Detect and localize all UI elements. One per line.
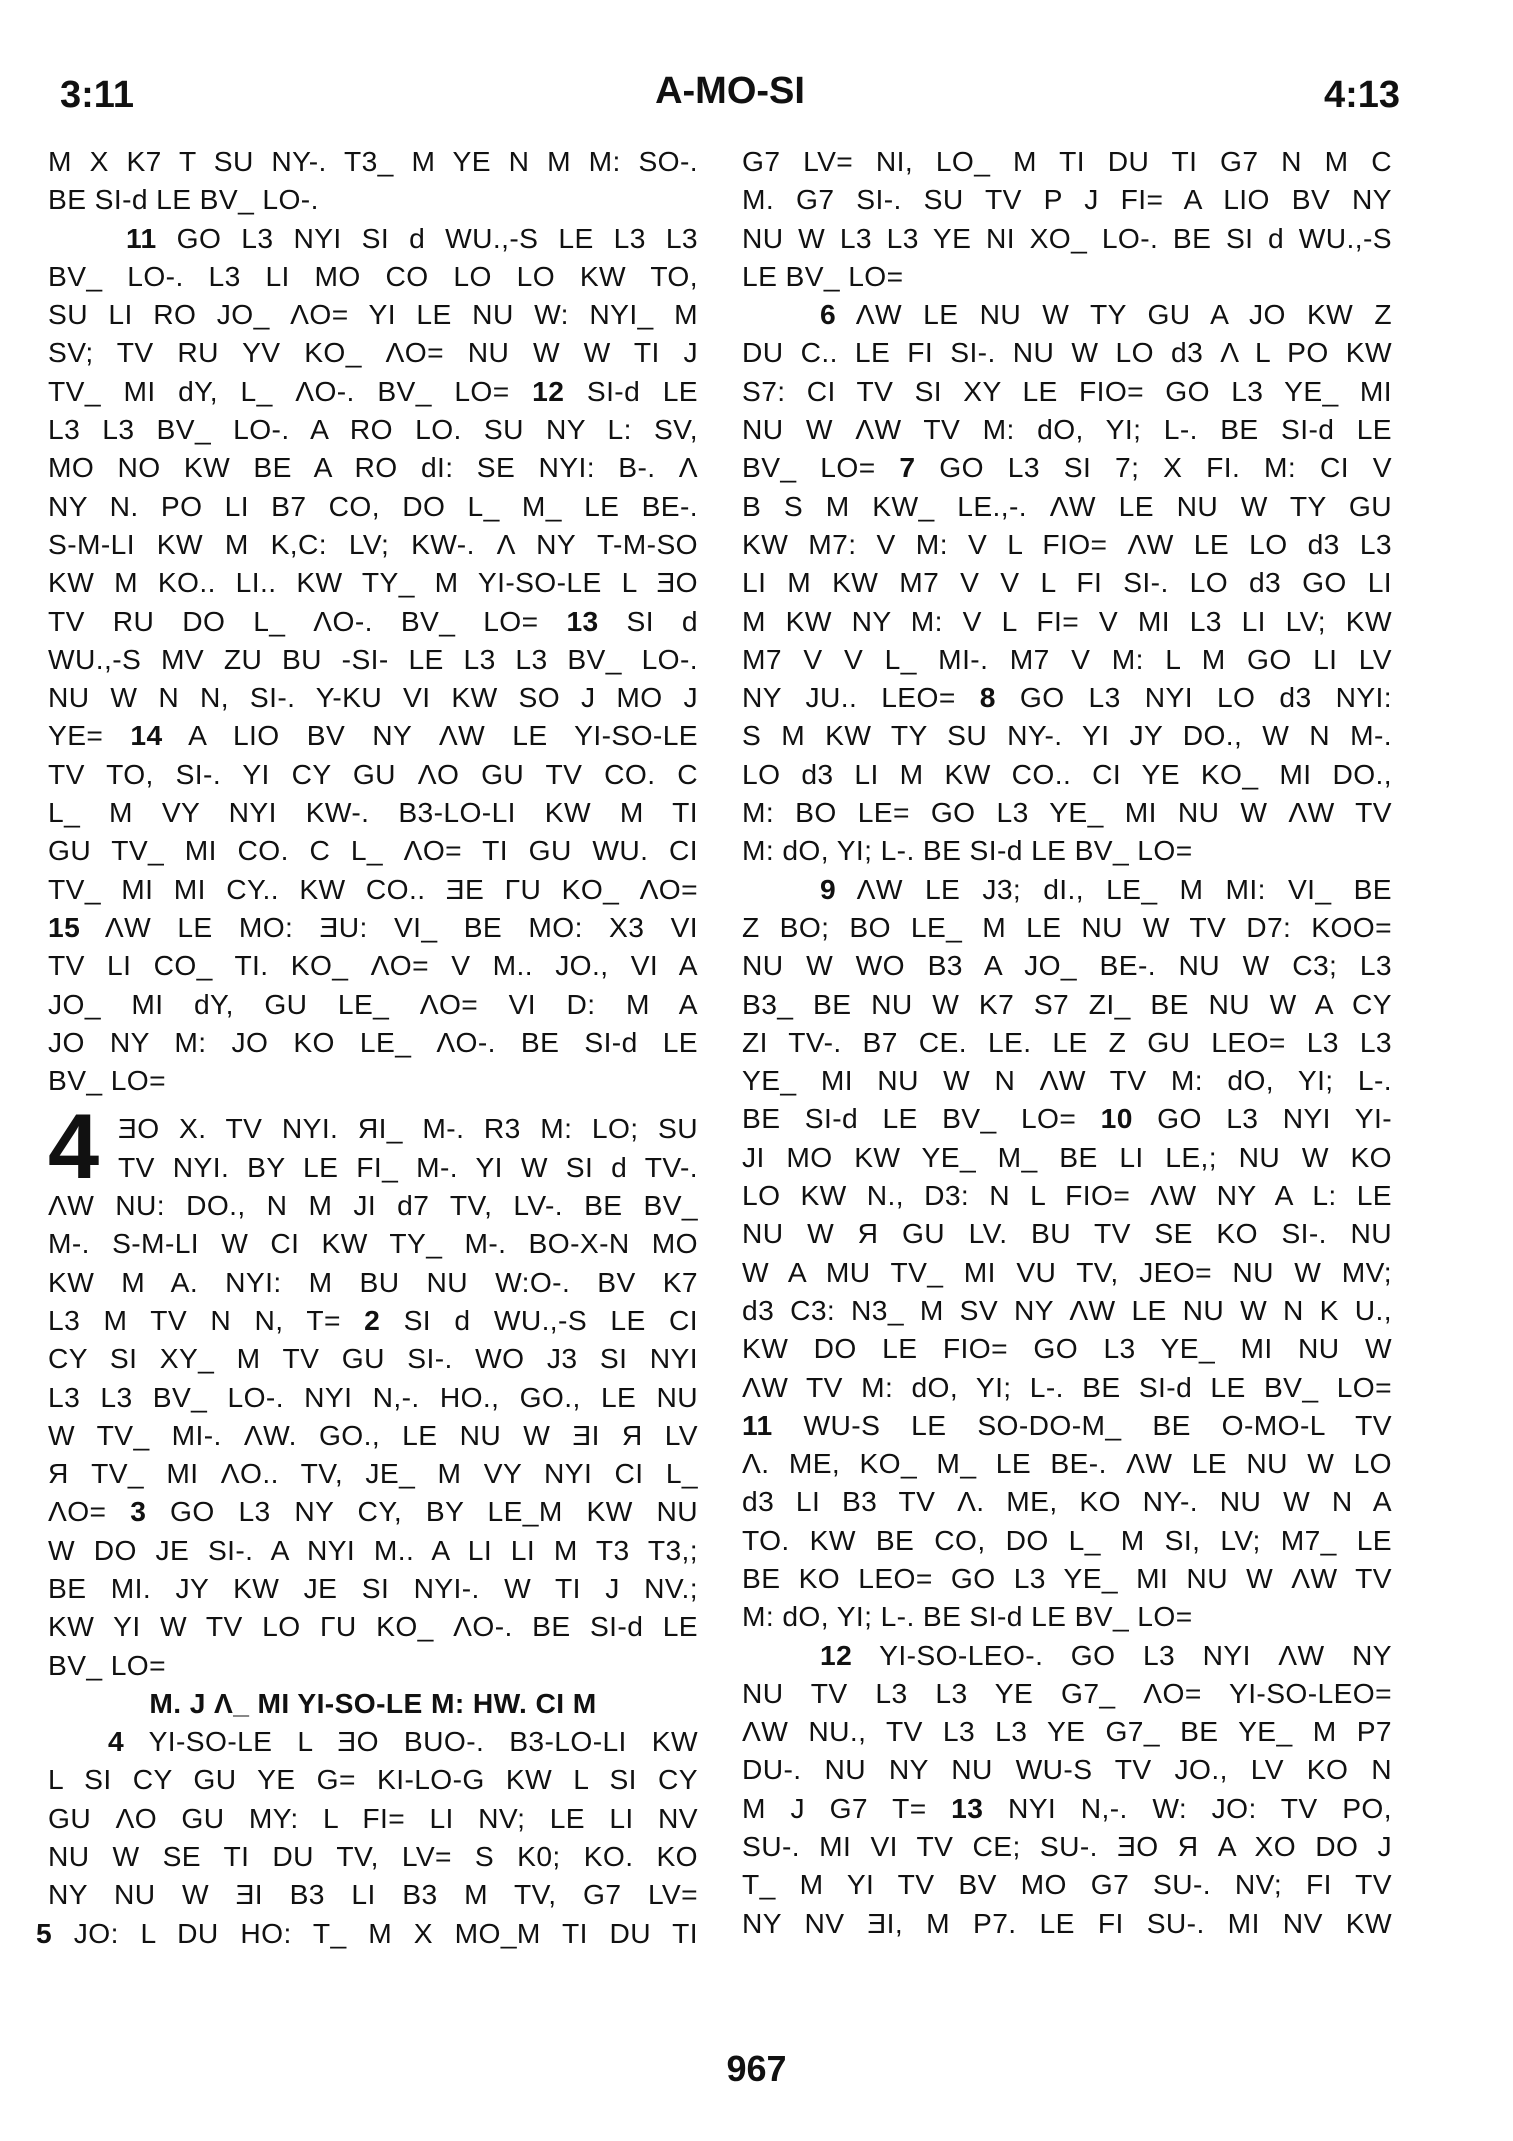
verse-line [742,1636,1392,1674]
text-line: BE KO LEO= GO L3 YE_ MI NU W ΛW TV [742,1561,1392,1594]
verse-text: GO L3 NYI LO d3 NYI: [1019,681,1393,714]
text-line: TV TO, SI-. YI CY GU ΛO GU TV CO. C [48,757,698,790]
verse-text: TV RU DO L_ ΛO-. BV_ LO= [48,604,539,637]
verse-number: 5 [36,1916,53,1949]
text-line: SU-. MI VI TV CE; SU-. ƎO Я A XO DO J [742,1830,1392,1863]
text-line: S7: CI TV SI XY LE FIO= GO L3 YE_ MI [742,374,1392,407]
text-line: MO NO KW BE A RO dI: SE NYI: B-. Λ [48,451,698,484]
verse-number: 4 [108,1725,125,1758]
chapter-number: 4 [48,1096,100,1199]
verse-text: GO L3 NYI SI d WU.,-S LE L3 L3 [176,221,698,254]
text-line: M KW NY M: V L FI= V MI L3 LI LV; KW [742,604,1392,637]
verse-line [742,295,1392,333]
text-line: KW YI W TV LO ΓU KO_ ΛO-. BE SI-d LE [48,1610,698,1643]
text-line: M: dO, YI; L-. BE SI-d LE BV_ LO= [742,1600,1193,1633]
text-line: Z BO; BO LE_ M LE NU W TV D7: KOO= [742,910,1392,943]
verse-number: 6 [820,298,837,331]
text-line: NU W WO B3 A JO_ BE-. NU W C3; L3 [742,949,1392,982]
verse-number: 11 [126,221,157,254]
verse-line [48,1301,698,1339]
verse-line [48,1722,698,1760]
verse-line [48,716,698,754]
verse-text: SI-d LE [586,374,698,407]
verse-text: YE= [48,719,104,752]
text-line: S M KW TY SU NY-. YI JY DO., W N M-. [742,719,1392,752]
verse-text: A LIO BV NY ΛW LE YI-SO-LE [188,719,698,752]
verse-text: ΛO= [48,1495,107,1528]
text-line: SV; TV RU YV KO_ ΛO= NU W W TI J [48,336,698,369]
verse-text: TV_ MI dY, L_ ΛO-. BV_ LO= [48,374,510,407]
left-column [36,142,699,2042]
text-line: ΛW NU., TV L3 L3 YE G7_ BE YE_ M P7 [742,1715,1392,1748]
text-line: JO_ MI dY, GU LE_ ΛO= VI D: M A [48,987,698,1020]
text-line: DU C.. LE FI SI-. NU W LO d3 Λ L PO KW [742,336,1392,369]
text-line: BV_ LO= [48,1648,166,1681]
text-line: L_ M VY NYI KW-. B3-LO-LI KW M TI [48,796,698,829]
verse-line [48,219,698,257]
verse-text: SI d [626,604,698,637]
verse-number: 13 [951,1791,984,1824]
text-line: ZI TV-. B7 CE. LE. LE Z GU LEO= L3 L3 [742,1025,1392,1058]
verse-text: GO L3 SI 7; X FI. M: CI V [939,451,1392,484]
text-line: LO KW N., D3: N L FIO= ΛW NY A L: LE [742,1179,1392,1212]
header-right-reference: 4:13 [1323,74,1400,116]
verse-number: 7 [899,451,916,484]
verse-text: SI d WU.,-S LE CI [403,1303,698,1336]
text-line: L3 L3 BV_ LO-. A RO LO. SU NY L: SV, [48,413,698,446]
text-line: BV_ LO= [48,1064,166,1097]
text-line: KW M A. NYI: M BU NU W:O-. BV K7 [48,1265,698,1298]
text-line: L3 L3 BV_ LO-. NYI N,-. HO., GO., LE NU [48,1380,698,1413]
verse-line [36,1914,698,1952]
text-line: NY N. PO LI B7 CO, DO L_ M_ LE BE-. [48,489,698,522]
text-line: KW DO LE FIO= GO L3 YE_ MI NU W [742,1332,1392,1365]
text-line: S-M-LI KW M K,C: LV; KW-. Λ NY T-M-SO [48,527,698,560]
text-line: W TV_ MI-. ΛW. GO., LE NU W ƎI Я LV [48,1418,698,1451]
verse-text: YI-SO-LE L ƎO BUO-. B3-LO-LI KW [148,1725,698,1758]
text-line: NY NV ƎI, M P7. LE FI SU-. MI NV KW [742,1906,1392,1939]
verse-text: WU-S LE SO-DO-M_ BE O-MO-L TV [803,1408,1393,1441]
text-line: LE BV_ LO= [742,259,904,292]
section-heading: M. J Λ_ MI YI-SO-LE M: HW. CI M [149,1686,597,1719]
page-header [60,62,1400,122]
text-line: B3_ BE NU W K7 S7 ZI_ BE NU W A CY [742,987,1392,1020]
right-column [742,142,1392,2042]
text-line: LO d3 LI M KW CO.. CI YE KO_ MI DO., [742,757,1392,790]
text-line: JO NY M: JO KO LE_ ΛO-. BE SI-d LE [48,1025,698,1058]
text-line: BV_ LO-. L3 LI MO CO LO LO KW TO, [48,259,698,292]
text-line: d3 C3: N3_ M SV NY ΛW LE NU W N K U., [742,1293,1392,1326]
verse-line [742,870,1392,908]
verse-line [48,1492,698,1530]
verse-text: L3 M TV N N, T= [48,1303,341,1336]
text-line: T_ M YI TV BV MO G7 SU-. NV; FI TV [742,1868,1392,1901]
text-line: NU W N N, SI-. Y-KU VI KW SO J MO J [48,681,698,714]
verse-number: 15 [48,910,81,943]
verse-number: 9 [820,872,837,905]
header-left-reference: 3:11 [60,74,134,116]
text-line: W A MU TV_ MI VU TV, JEO= NU W MV; [742,1255,1392,1288]
text-line: M-. S-M-LI W CI KW TY_ M-. BO-X-N MO [48,1227,698,1260]
verse-text: JO: L DU HO: T_ M X MO_M TI DU TI [73,1916,698,1949]
verse-line [48,372,698,410]
verse-text: BE SI-d LE BV_ LO= [742,1102,1077,1135]
verse-number: 3 [130,1495,147,1528]
verse-text: M J G7 T= [742,1791,927,1824]
verse-number: 11 [742,1408,773,1441]
verse-line [742,448,1392,486]
text-line: W DO JE SI-. A NYI M.. A LI LI M T3 T3,; [48,1533,698,1566]
text-line: BE SI-d LE BV_ LO-. [48,183,319,216]
verse-number: 8 [979,681,996,714]
text-line: G7 LV= NI, LO_ M TI DU TI G7 N M C [742,145,1392,177]
text-line: TV NYI. BY LE FI_ M-. YI W SI d TV-. [118,1150,698,1183]
text-line: NU W L3 L3 YE NI XO_ LO-. BE SI d WU.,-S [742,221,1392,254]
text-line: ΛW TV M: dO, YI; L-. BE SI-d LE BV_ LO= [742,1370,1392,1403]
verse-text: ΛW LE MO: ƎU: VI_ BE MO: X3 VI [104,910,699,943]
page-title: A-MO-SI [655,70,805,112]
verse-text: ΛW LE J3; dI., LE_ M MI: VI_ BE [856,872,1392,905]
text-line: TV LI CO_ TI. KO_ ΛO= V M.. JO., VI A [48,949,698,982]
verse-text: BV_ LO= [742,451,876,484]
verse-line [742,1789,1392,1827]
text-line: TV_ MI MI CY.. KW CO.. ƎE ΓU KO_ ΛO= [48,872,698,905]
text-line: GU TV_ MI CO. C L_ ΛO= TI GU WU. CI [48,834,698,867]
verse-text: YI-SO-LEO-. GO L3 NYI ΛW NY [879,1638,1392,1671]
verse-number: 2 [364,1303,381,1336]
verse-text: NY JU.. LEO= [742,681,956,714]
verse-line [48,908,698,946]
text-line: CY SI XY_ M TV GU SI-. WO J3 SI NYI [48,1342,698,1375]
text-line: DU-. NU NY NU WU-S TV JO., LV KO N [742,1753,1392,1786]
verse-text: NYI N,-. W: JO: TV PO, [1007,1791,1392,1824]
verse-text: GO L3 NYI YI- [1157,1102,1393,1135]
verse-line [48,602,698,640]
verse-number: 10 [1100,1102,1133,1135]
text-line: Я TV_ MI ΛO.. TV, JE_ M VY NYI CI L_ [48,1457,698,1490]
text-line: ƎO X. TV NYI. ЯI_ M-. R3 M: LO; SU [118,1112,698,1145]
text-line: ΛW NU: DO., N M JI d7 TV, LV-. BE BV_ [48,1189,698,1222]
text-line: KW M7: V M: V L FIO= ΛW LE LO d3 L3 [742,527,1392,560]
verse-number: 12 [820,1638,853,1671]
text-line: WU.,-S MV ZU BU -SI- LE L3 L3 BV_ LO-. [48,642,698,675]
verse-number: 12 [532,374,565,407]
text-line: M X K7 T SU NY-. T3_ M YE N M M: SO-. [48,145,698,177]
text-line: TO. KW BE CO, DO L_ M SI, LV; M7_ LE [742,1523,1392,1556]
verse-line [742,1406,1392,1444]
text-line: KW M KO.. LI.. KW TY_ M YI-SO-LE L ƎO [48,566,698,599]
text-line: NU W ΛW TV M: dO, YI; L-. BE SI-d LE [742,413,1392,446]
text-line: M: BO LE= GO L3 YE_ MI NU W ΛW TV [742,796,1392,829]
text-line: NU W Я GU LV. BU TV SE KO SI-. NU [742,1217,1392,1250]
text-line: M. G7 SI-. SU TV P J FI= A LIO BV NY [742,183,1392,216]
page-number: 967 [726,2048,787,2089]
verse-text: ΛW LE NU W TY GU A JO KW Z [855,298,1392,331]
verse-number: 13 [566,604,599,637]
text-line: SU LI RO JO_ ΛO= YI LE NU W: NYI_ M [48,298,698,331]
text-line: L SI CY GU YE G= KI-LO-G KW L SI CY [48,1763,698,1796]
text-line: JI MO KW YE_ M_ BE LI LE,; NU W KO [742,1140,1392,1173]
text-line: BE MI. JY KW JE SI NYI-. W TI J NV.; [48,1571,698,1604]
verse-line [742,1099,1392,1137]
text-line: NU TV L3 L3 YE G7_ ΛO= YI-SO-LEO= [742,1676,1392,1709]
text-line: M: dO, YI; L-. BE SI-d LE BV_ LO= [742,834,1193,867]
text-line: YE_ MI NU W N ΛW TV M: dO, YI; L-. [742,1064,1392,1097]
text-line: NU W SE TI DU TV, LV= S K0; KO. KO [48,1840,698,1873]
text-line: M7 V V L_ MI-. M7 V M: L M GO LI LV [742,642,1392,675]
text-line: GU ΛO GU MY: L FI= LI NV; LE LI NV [48,1801,698,1834]
verse-text: GO L3 NY CY, BY LE_M KW NU [170,1495,698,1528]
verse-line [742,678,1392,716]
text-line: NY NU W ƎI B3 LI B3 M TV, G7 LV= [48,1878,698,1911]
text-line: LI M KW M7 V V L FI SI-. LO d3 GO LI [742,566,1392,599]
text-line: B S M KW_ LE.,-. ΛW LE NU W TY GU [742,489,1392,522]
text-line: Λ. ME, KO_ M_ LE BE-. ΛW LE NU W LO [742,1447,1392,1480]
chapter-start [48,1096,698,1199]
text-line: d3 LI B3 TV Λ. ME, KO NY-. NU W N A [742,1485,1392,1518]
verse-number: 14 [130,719,163,752]
